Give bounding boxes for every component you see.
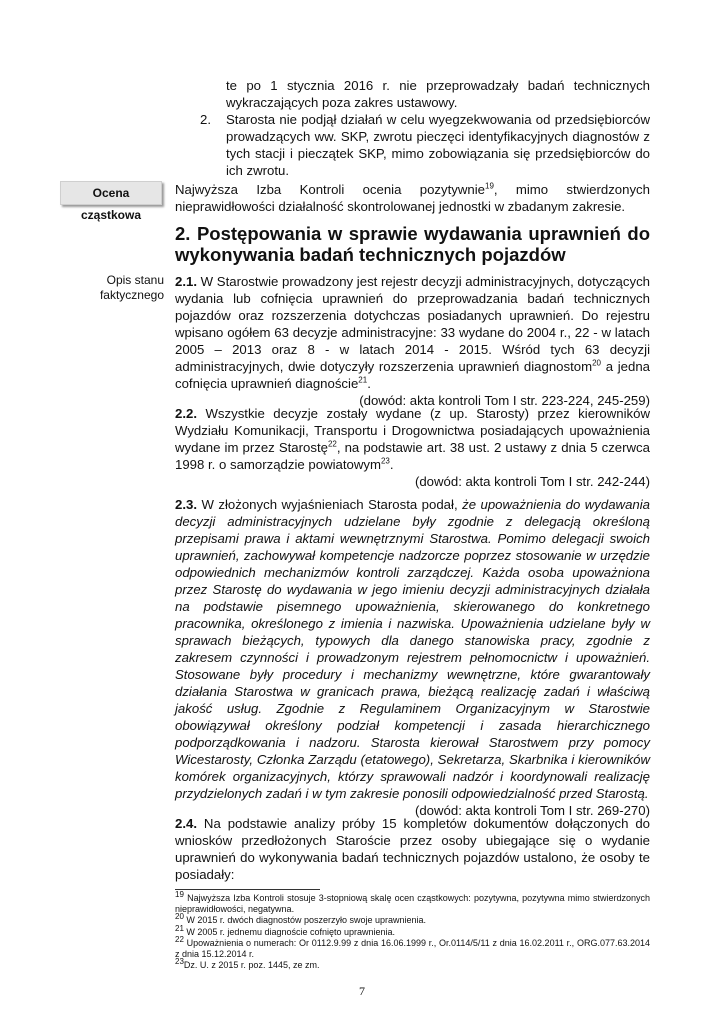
footnote-separator xyxy=(175,889,320,890)
paragraph-number: 2.4. xyxy=(175,816,197,831)
list-item-2 xyxy=(200,111,650,179)
evidence-reference: (dowód: akta kontroli Tom I str. 223-224, 245-259) xyxy=(359,393,650,408)
paragraph-2-4: 2.4. Na podstawie analizy próby 15 kompletów dokumentów dołączonych do wniosków przedłożonych Staroście przez osoby ubiegające się o wydanie uprawnień do wykonywania badań technicznych pojazdów ustalono, że osoby te posiadały: xyxy=(175,816,650,882)
evidence-reference: (dowód: akta kontroli Tom I str. 269-270) xyxy=(414,803,650,818)
list-continuation: te po 1 stycznia 2016 r. nie przeprowadzały badań technicznych wykraczających poza zakres ustawowy. xyxy=(226,78,650,110)
footnote-22: $^{22}$ Upoważnienia o numerach: Or 0112.9.99 z dnia 16.06.1999 r., Or.0114/5/11 z dnia 16.02.2011 r., ORG.077.63.2014 z dnia 15.12.2014 r. xyxy=(175,934,650,960)
section-heading: 2. Postępowania w sprawie wydawania uprawnień do wykonywania badań technicznych pojazdów xyxy=(175,223,650,265)
footnote-ref: 20 xyxy=(592,358,601,368)
footnote-21: $^{21}$ W 2005 r. jednemu diagnoście cofnięto uprawnienia. xyxy=(175,923,396,937)
footnote-ref: 21 xyxy=(358,375,368,385)
list-item-text: Starosta nie podjął działań w celu wyegzekwowania od przedsiębiorców prowadzących ww. SKP, zwrotu pieczęci identyfikacyjnych diagnostów z tych stacji i pieczątek SKP, mimo zobowiązania się przedsiębiorców do ich zwrotu. xyxy=(226,112,650,178)
evidence-reference: (dowód: akta kontroli Tom I str. 242-244) xyxy=(414,474,650,489)
assessment-paragraph: Najwyższa Izba Kontroli ocenia pozytywnie$^{19}$, mimo stwierdzonych nieprawidłowości działalność skontrolowanej jednostki w zbadanym zakresie. xyxy=(175,181,650,214)
paragraph-2-3: 2.3. W złożonych wyjaśnieniach Starosta podał, że upoważnienia do wydawania decyzji administracyjnych udzielane były zgodnie z delegacją określoną przepisami prawa i aktami wewnętrznymi Starostwa. Pomimo delegacji swoich uprawnień, zachowywał kompetencje nadzorcze poprzez stosowanie w urzędzie odpowiednich mechanizmów kontroli zarządczej. Każda osoba upoważniona przez Starostę do wydawania w jego imieniu decyzji administracyjnych działała na podstawie pisemnego upoważnienia, skierowanego do konkretnego pracownika, określonego z imienia i nazwiska. Upoważnienia udzielane były w sprawach bieżących, typowych dla danego stanowiska pracy, zgodnie z zakresem czynności i prowadzonym rejestrem pełnomocnictw i upoważnień. Stosowane były procedury i mechanizmy wewnętrzne, które gwarantowały działania Starostwa w granicach prawa, bieżącą realizację zadań i właściwą jakość usług. Zgodnie z Regulaminem Organizacyjnym w Starostwie obowiązywał określony podział kompetencji i zasada hierarchicznego podporządkowania i nadzoru. Starosta kierował Starostwem przy pomocy Wicestarosty, Członka Zarządu (etatowego), Sekretarza, Skarbnika i kierowników komórek organizacyjnych, którzy sprawowali nadzór i koordynowali realizację przydzielonych zadań i w tym zakresie ponosili odpowiedzialność przed Starostą. (dowód: akta kontroli Tom I str. 269-270) xyxy=(175,497,651,818)
footnote-23: $^{23}$Dz. U. z 2015 r. poz. 1445, ze zm. xyxy=(175,957,320,971)
quoted-explanation: że upoważnienia do wydawania decyzji administracyjnych udzielane były zgodnie z delegacją określoną przepisami prawa i aktami wewnętrznymi Starostwa. Pomimo delegacji swoich uprawnień, zachowywał kompetencje nadzorcze poprzez stosowanie w urzędzie odpowiednich mechanizmów kontroli zarządczej. Każda osoba upoważniona przez Starostę do wydawania w jego imieniu decyzji administracyjnych działała na podstawie pisemnego upoważnienia, skierowanego do konkretnego pracownika, określonego z imienia i nazwiska. Upoważnienia udzielane były w sprawach bieżących, typowych dla danego stanowiska pracy, zgodnie z zakresem czynności i prowadzonym rejestrem pełnomocnictw i upoważnień. Stosowane były procedury i mechanizmy wewnętrzne, które gwarantowały działania Starostwa w granicach prawa, bieżącą realizację zadań i właściwą jakość usług. Zgodnie z Regulaminem Organizacyjnym w Starostwie obowiązywał określony podział kompetencji i zasada hierarchicznego podporządkowania i nadzoru. Starosta kierował Starostwem przy pomocy Wicestarosty, Członka Zarządu (etatowego), Sekretarza, Skarbnika i kierowników komórek organizacyjnych, którzy sprawowali nadzór i koordynowali realizację przydzielonych zadań i w tym zakresie ponosili odpowiedzialność przed Starostą. xyxy=(175,497,651,801)
footnote-ref: 22 xyxy=(327,439,337,449)
page-number: 7 xyxy=(359,984,365,998)
footnote-20: $^{20}$ W 2015 r. dwóch diagnostów poszerzyło swoje uprawnienia. xyxy=(175,912,427,926)
paragraph-number: 2.3. xyxy=(175,497,197,512)
paragraph-2-1: 2.1. W Starostwie prowadzony jest rejestr decyzji administracyjnych, dotyczących wydania lub cofnięcia uprawnień do przeprowadzania badań technicznych pojazdów oraz rozszerzenia dotychczas posiadanych uprawnień. Do rejestru wpisano ogółem 63 decyzje administracyjne: 33 wydane do 2004 r., 22 - w latach 2005 – 2013 oraz 8 - w latach 2014 - 2015. Wśród tych 63 decyzji administracyjnych, dwie dotyczyły rozszerzenia uprawnień diagnostom$^{20}$ a jedna cofnięcia uprawnień diagnoście$^{21}$. (dowód: akta kontroli Tom I str. 223-224, 245-259) xyxy=(175,274,650,408)
paragraph-number: 2.1. xyxy=(175,274,197,289)
footnote-ref: 19 xyxy=(485,181,494,191)
footnote-19: $^{19}$ Najwyższa Izba Kontroli stosuje 3-stopniową skalę ocen cząstkowych: pozytywna, pozytywna mimo stwierdzonych nieprawidłowości, negatywna. xyxy=(175,890,650,915)
footnotes xyxy=(175,890,650,971)
paragraph-number: 2.2. xyxy=(175,406,197,421)
assessment-badge: Ocena cząstkowa xyxy=(60,181,162,205)
paragraph-2-2: 2.2. Wszystkie decyzje zostały wydane (z up. Starosty) przez kierowników Wydziału Komunikacji, Transportu i Drogownictwa posiadających upoważnienia wydane im przez Starostę$^{22}$, na podstawie art. 38 ust. 2 ustawy z dnia 5 czerwca 1998 r. o samorządzie powiatowym$^{23}$. (dowód: akta kontroli Tom I str. 242-244) xyxy=(175,406,650,489)
list-number: 2. xyxy=(200,112,211,127)
footnote-ref: 23 xyxy=(380,456,390,466)
margin-label: Opis stanu faktycznego xyxy=(99,273,164,302)
